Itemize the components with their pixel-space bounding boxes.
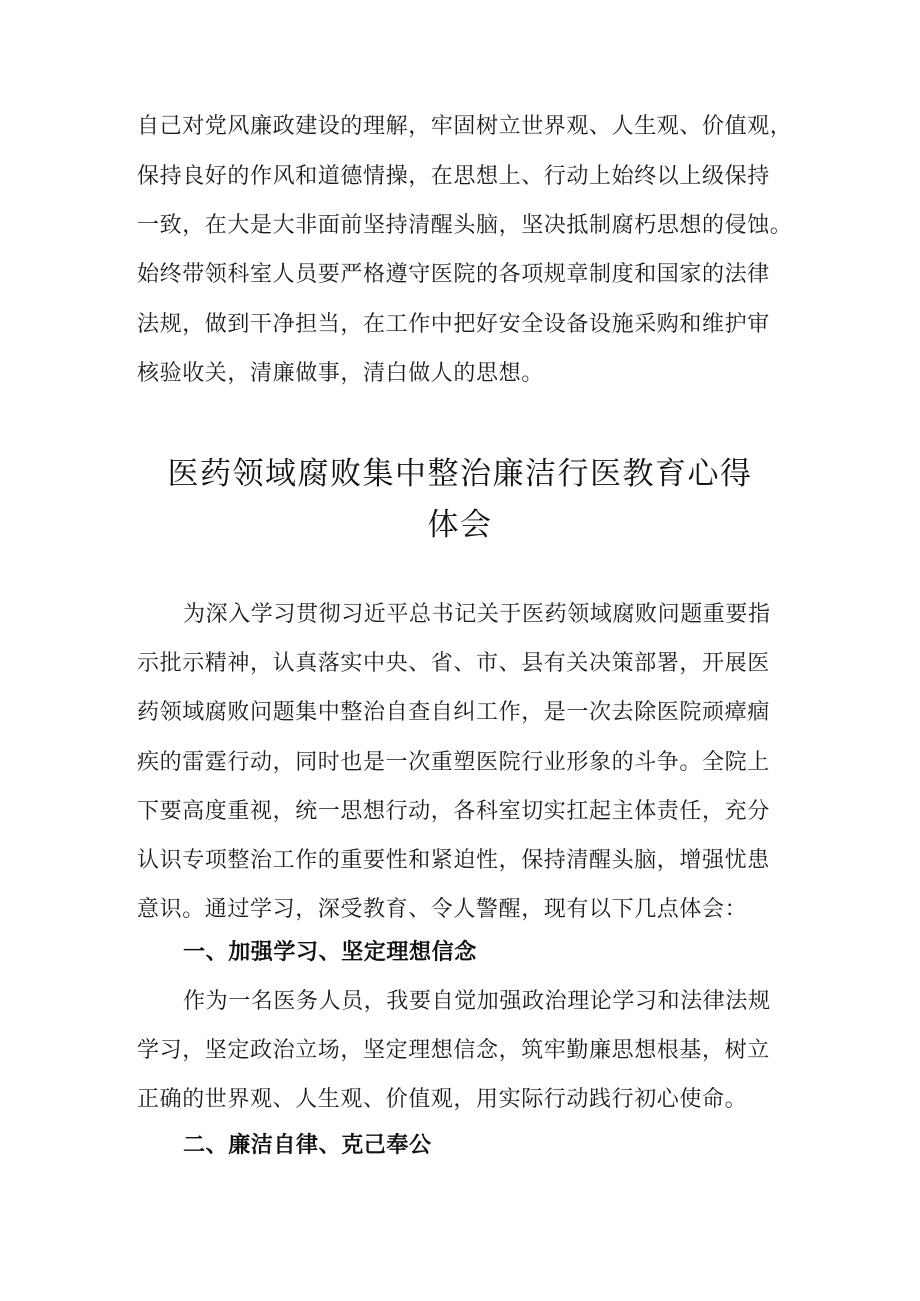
section-heading-1: 一、加强学习、坚定理想信念 bbox=[183, 940, 477, 965]
document-title-line2: 体会 bbox=[427, 507, 493, 543]
text-line: 作为一名医务人员，我要自觉加强政治理论学习和法律法规 bbox=[183, 989, 771, 1014]
text-line: 正确的世界观、人生观、价值观，用实际行动践行初心使命。 bbox=[137, 1087, 748, 1112]
text-line: 药领域腐败问题集中整治自查自纠工作，是一次去除医院顽瘴痼 bbox=[137, 700, 770, 725]
text-line: 示批示精神，认真落实中央、省、市、县有关决策部署，开展医 bbox=[137, 651, 770, 676]
text-line: 始终带领科室人员要严格遵守医院的各项规章制度和国家的法律 bbox=[137, 262, 770, 287]
section-heading-2: 二、廉洁自律、克己奉公 bbox=[183, 1133, 432, 1158]
text-line: 下要高度重视，统一思想行动，各科室切实扛起主体责任，充分 bbox=[137, 799, 770, 824]
text-line: 疾的雷霆行动，同时也是一次重塑医院行业形象的斗争。全院上 bbox=[137, 750, 770, 775]
text-line: 认识专项整治工作的重要性和紧迫性，保持清醒头脑，增强忧患 bbox=[137, 848, 770, 873]
text-line: 核验收关，清廉做事，清白做人的思想。 bbox=[137, 361, 544, 386]
document-title-line1: 医药领域腐败集中整治廉洁行医教育心得 bbox=[167, 456, 753, 492]
text-line: 为深入学习贯彻习近平总书记关于医药领域腐败问题重要指 bbox=[183, 602, 771, 627]
text-line: 自己对党风廉政建设的理解，牢固树立世界观、人生观、价值观， bbox=[137, 114, 793, 139]
text-line: 意识。通过学习，深受教育、令人警醒，现有以下几点体会： bbox=[137, 897, 748, 922]
text-line: 法规，做到干净担当，在工作中把好安全设备设施采购和维护审 bbox=[137, 312, 770, 337]
text-line: 学习，坚定政治立场，坚定理想信念，筑牢勤廉思想根基，树立 bbox=[137, 1038, 770, 1063]
text-line: 一致，在大是大非面前坚持清醒头脑，坚决抵制腐朽思想的侵蚀。 bbox=[137, 213, 793, 238]
text-line: 保持良好的作风和道德情操，在思想上、行动上始终以上级保持 bbox=[137, 164, 770, 189]
